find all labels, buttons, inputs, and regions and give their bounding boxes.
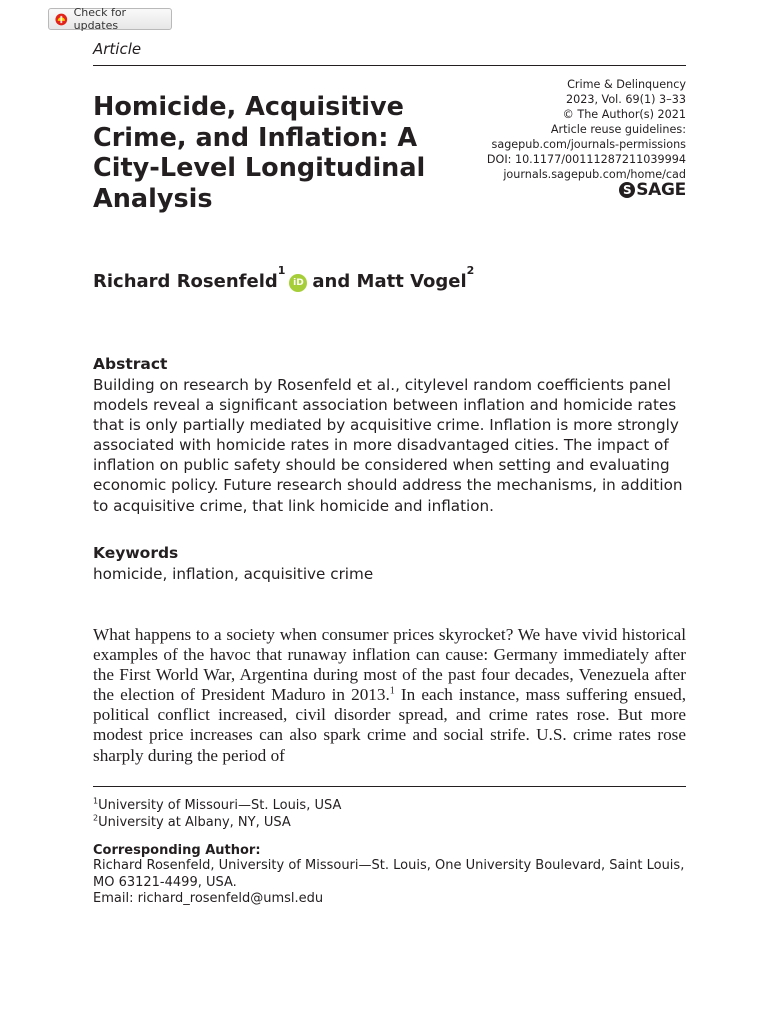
- keywords-heading: Keywords: [93, 544, 179, 562]
- sage-logo-icon: S: [619, 182, 635, 198]
- body-text-after-note: In each instance, mass suffering ensued, political conflict increased, civil disorder spread, and crime rates rose. But more modest price increases can also spark crime and social strife. U.S. crime rates rose sharply during the period of: [93, 685, 686, 765]
- check-for-updates-button[interactable]: [48, 8, 172, 30]
- journal-meta: [487, 77, 686, 182]
- corresponding-author-heading: Corresponding Author:: [93, 843, 261, 858]
- sage-logo-text: SAGE: [636, 180, 686, 200]
- header-divider: [93, 65, 686, 66]
- corresponding-address-line: Richard Rosenfeld, University of Missouri—St. Louis, One University Boulevard, Saint Louis,: [93, 858, 685, 873]
- abstract-heading: Abstract: [93, 355, 168, 373]
- affiliation-text: University of Missouri—St. Louis, USA: [98, 798, 342, 813]
- crossmark-icon: [55, 13, 68, 26]
- copyright: © The Author(s) 2021: [562, 108, 686, 121]
- reuse-label: Article reuse guidelines:: [550, 123, 686, 136]
- article-title: Homicide, Acquisitive Crime, and Inflation: A City-Level Longitudinal Analysis: [93, 92, 426, 214]
- affiliation-item: [93, 814, 341, 831]
- journal-volume: 2023, Vol. 69(1) 3–33: [565, 93, 686, 106]
- sage-logo: [619, 180, 686, 200]
- orcid-icon[interactable]: iD: [289, 274, 307, 292]
- body-paragraph: [93, 625, 686, 766]
- affiliation-number: 1: [93, 796, 99, 806]
- footnote-marker[interactable]: 1: [389, 685, 395, 697]
- affiliation-text: University at Albany, NY, USA: [98, 815, 291, 830]
- check-for-updates-label: Check for updates: [73, 6, 127, 32]
- abstract-text: Building on research by Rosenfeld et al., citylevel random coefficients panel models reveal a significant association between inflation and homicide rates that is only partially mediated by acquisitive crime. Inflation is more strongly associated with homicide rates in more disadvantaged cities. The impact of inflation on public safety should be considered when setting and evaluating economic policy. Future research should address the mechanisms, in addition to acquisitive crime, that link homicide and inflation.: [93, 376, 683, 515]
- corresponding-address-line: MO 63121-4499, USA.: [93, 874, 237, 890]
- affiliation-number: 2: [93, 813, 99, 823]
- footnote-divider: [93, 786, 686, 787]
- author-connector: and: [312, 271, 351, 292]
- body-text-before-note: What happens to a society when consumer prices skyrocket? We have vivid historical examples of the havoc that runaway inflation can cause: Germany immediately after the First World War, Argentina during most of the past four decades, Venezuela after the election of President Maduro in 2013.: [93, 625, 686, 705]
- journal-home-link[interactable]: journals.sagepub.com/home/cad: [503, 168, 686, 181]
- reuse-link[interactable]: sagepub.com/journals-permissions: [491, 138, 686, 151]
- keywords-text: homicide, inflation, acquisitive crime: [93, 565, 374, 583]
- affiliation-item: [93, 797, 341, 814]
- author-line: Richard Rosenfeld 1 iD and Matt Vogel 2: [93, 264, 475, 292]
- journal-name: Crime & Delinquency: [567, 78, 686, 91]
- corresponding-email[interactable]: Email: richard_rosenfeld@umsl.edu: [93, 891, 324, 906]
- article-type-label: Article: [93, 40, 142, 58]
- doi-link[interactable]: DOI: 10.1177/00111287211039994: [486, 153, 686, 166]
- author-name[interactable]: Richard Rosenfeld: [93, 271, 278, 292]
- affiliations: [93, 797, 341, 831]
- corresponding-author-details: [93, 858, 693, 908]
- author-name[interactable]: Matt Vogel: [356, 271, 467, 292]
